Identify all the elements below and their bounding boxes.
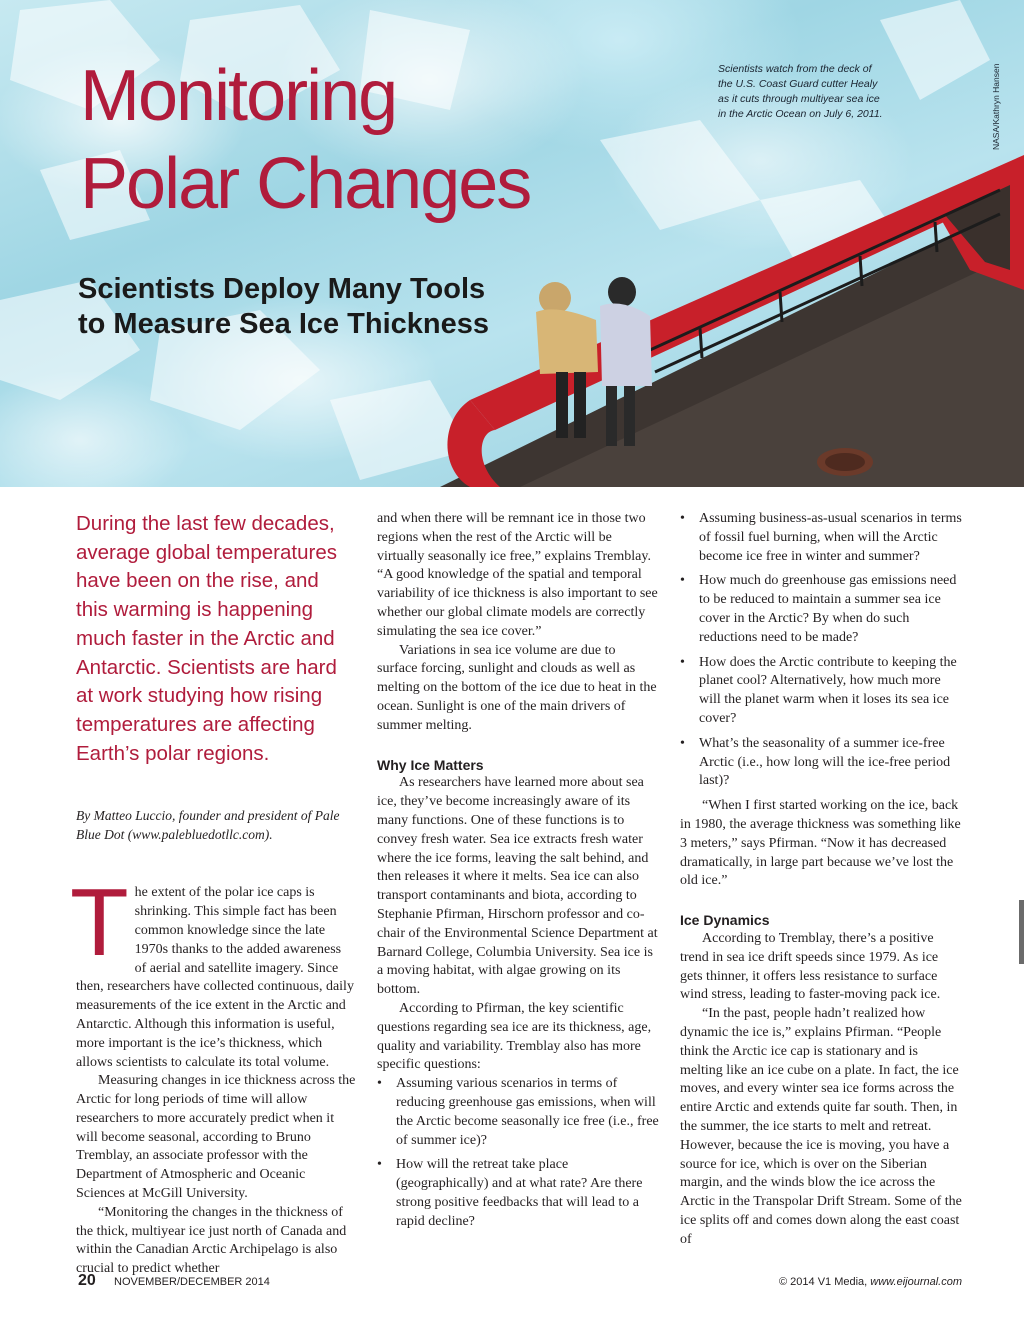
list-item: • Assuming various scenarios in terms of reducing greenhouse gas emissions, when will the Arctic become seasonally ice free (i.e., free of summer ice)?: [377, 1076, 659, 1148]
subtitle-line-1: Scientists Deploy Many Tools: [78, 273, 486, 305]
body-paragraph: Variations in sea ice volume are due to surface forcing, sunlight and clouds as well as melting on the bottom of the ice due to heat in the ocean. Sunlight is one of the main drivers of summer melting.: [377, 642, 657, 733]
body-paragraph: “In the past, people hadn’t realized how dynamic the ice is,” explains Pfirman. “People think the Arctic ice cap is stationary and is melting like an ice cube on a plate. In fact, the ice moves, and every winter sea ice forms across the entire Arctic and extends quite far south. Then, in the summer, the ice starts to melt and retreat. However, because the ice is moving, you have a source for ice, which is over on the Siberian margin, and the winds blow the ice across the Arctic in the Transpolar Drift Stream. Some of the ice splits off and comes down along the east coast of: [680, 1006, 962, 1247]
photo-caption: Scientists watch from the deck of the U.S. Coast Guard cutter Healy as it cuts through multiyear sea ice in the Arctic Ocean on July 6, 2011.: [718, 63, 883, 120]
copyright-notice: © 2014 V1 Media, www.eijournal.com: [779, 1276, 962, 1288]
article-title: [80, 52, 640, 228]
subtitle-line-2: to Measure Sea Ice Thickness: [78, 308, 490, 340]
body-paragraph: According to Tremblay, there’s a positive trend in sea ice drift speeds since 1979. As ice gets thinner, it offers less resistance to surface wind stress, leading to faster-moving pack ice.: [680, 930, 941, 1003]
question-list: [680, 510, 962, 791]
bullet-icon: •: [680, 511, 685, 526]
column-2: [377, 510, 659, 1237]
paragraph-text: he extent of the polar ice caps is shrinking. This simple fact has been common knowledge since the late 1970s thanks to the added awareness of aerial and satellite imagery. Since then, researchers have collected continuous, daily measurements of the ice extent in the Arctic and Antarctic. Although this information is useful, more important is the ice’s thickness, which allows scientists to calculate its total volume.: [76, 885, 354, 1070]
intro-deck: During the last few decades, average global temperatures have been on the rise, and this warming is happening much faster in the Arctic and Antarctic. Scientists are hard at work studying how rising temperatures are affecting Earth’s polar regions.: [76, 512, 337, 765]
body-paragraph: As researchers have learned more about sea ice, they’ve become increasingly aware of its many functions. One of these functions is to convey fresh water. Sea ice extracts fresh water where the ice forms, leaving the salt behind, and then releases it where it melts. Sea ice can also transport contaminants and biota, according to Stephanie Pfirman, Hirschorn professor and co-chair of the Environmental Science Department at Barnard College, Columbia University. Sea ice is a moving habitat, with algae growing on its bottom.: [377, 775, 658, 998]
list-item: • How much do greenhouse gas emissions need to be reduced to maintain a summer sea ice cover in the Arctic? By when do such reductions need to be made?: [680, 573, 957, 645]
article-subtitle: [78, 272, 598, 342]
issue-date: NOVEMBER/DECEMBER 2014: [114, 1276, 270, 1288]
journal-website: www.eijournal.com: [870, 1276, 962, 1288]
body-paragraph: “Monitoring the changes in the thickness of the thick, multiyear ice just north of Canada and within the Canadian Arctic Archipelago is also crucial to predict whether: [76, 1204, 347, 1277]
page-edge-mark: [1019, 900, 1024, 964]
section-heading-ice-dynamics: Ice Dynamics: [680, 912, 770, 929]
list-item: • Assuming business-as-usual scenarios in terms of fossil fuel burning, when will the Arctic become ice free in winter and summer?: [680, 511, 962, 564]
title-line-1: Monitoring: [80, 56, 397, 136]
list-item: • How will the retreat take place (geographically) and at what rate? Are there strong positive feedbacks that will lead to a rapid decline?: [377, 1157, 643, 1229]
bullet-icon: •: [680, 735, 685, 751]
page-number: 20: [78, 1272, 96, 1289]
bullet-icon: •: [377, 1157, 382, 1173]
question-list: [377, 1075, 659, 1231]
byline: By Matteo Luccio, founder and president of Pale Blue Dot (www.palebluedotllc.com).: [76, 808, 340, 843]
column-3: [680, 510, 962, 1249]
section-heading-why-ice-matters: Why Ice Matters: [377, 756, 484, 773]
bullet-icon: •: [680, 573, 685, 589]
column-1: [70, 510, 356, 1279]
list-item: • How does the Arctic contribute to keeping the planet cool? Alternatively, how much more will the planet warm when it loses its sea ice cover?: [680, 654, 957, 726]
bullet-icon: •: [377, 1076, 382, 1092]
body-paragraph: and when there will be remnant ice in those two regions when the rest of the Arctic will be virtually seasonally ice free,” explains Tremblay. “A good knowledge of the spatial and temporal variability of ice thickness is also important to see whether our global climate models are correctly simulating the sea ice cover.”: [377, 511, 658, 639]
body-paragraph: [70, 869, 356, 1072]
body-paragraph: According to Pfirman, the key scientific questions regarding sea ice are its thickness, age, quality and variability. Tremblay also has more specific questions:: [377, 1000, 652, 1073]
title-line-2: Polar Changes: [80, 144, 531, 224]
body-paragraph: Measuring changes in ice thickness across the Arctic for long periods of time will allow researchers to more accurately predict when it will become seasonal, according to Bruno Tremblay, an associate professor with the Department of Atmospheric and Oceanic Sciences at McGill University.: [76, 1073, 356, 1202]
hero-photo: [0, 0, 1024, 487]
drop-cap: T: [70, 869, 129, 977]
body-paragraph: “When I first started working on the ice, back in 1980, the average thickness was something like 3 meters,” says Pfirman. “Now it has decreased dramatically, in large part because we’ve lost the old ice.”: [680, 798, 961, 889]
list-item: • What’s the seasonality of a summer ice-free Arctic (i.e., how long will the ice-free period last)?: [680, 735, 951, 789]
bullet-icon: •: [680, 654, 685, 670]
photo-credit: NASA/Kathryn Hansen: [991, 63, 1001, 150]
